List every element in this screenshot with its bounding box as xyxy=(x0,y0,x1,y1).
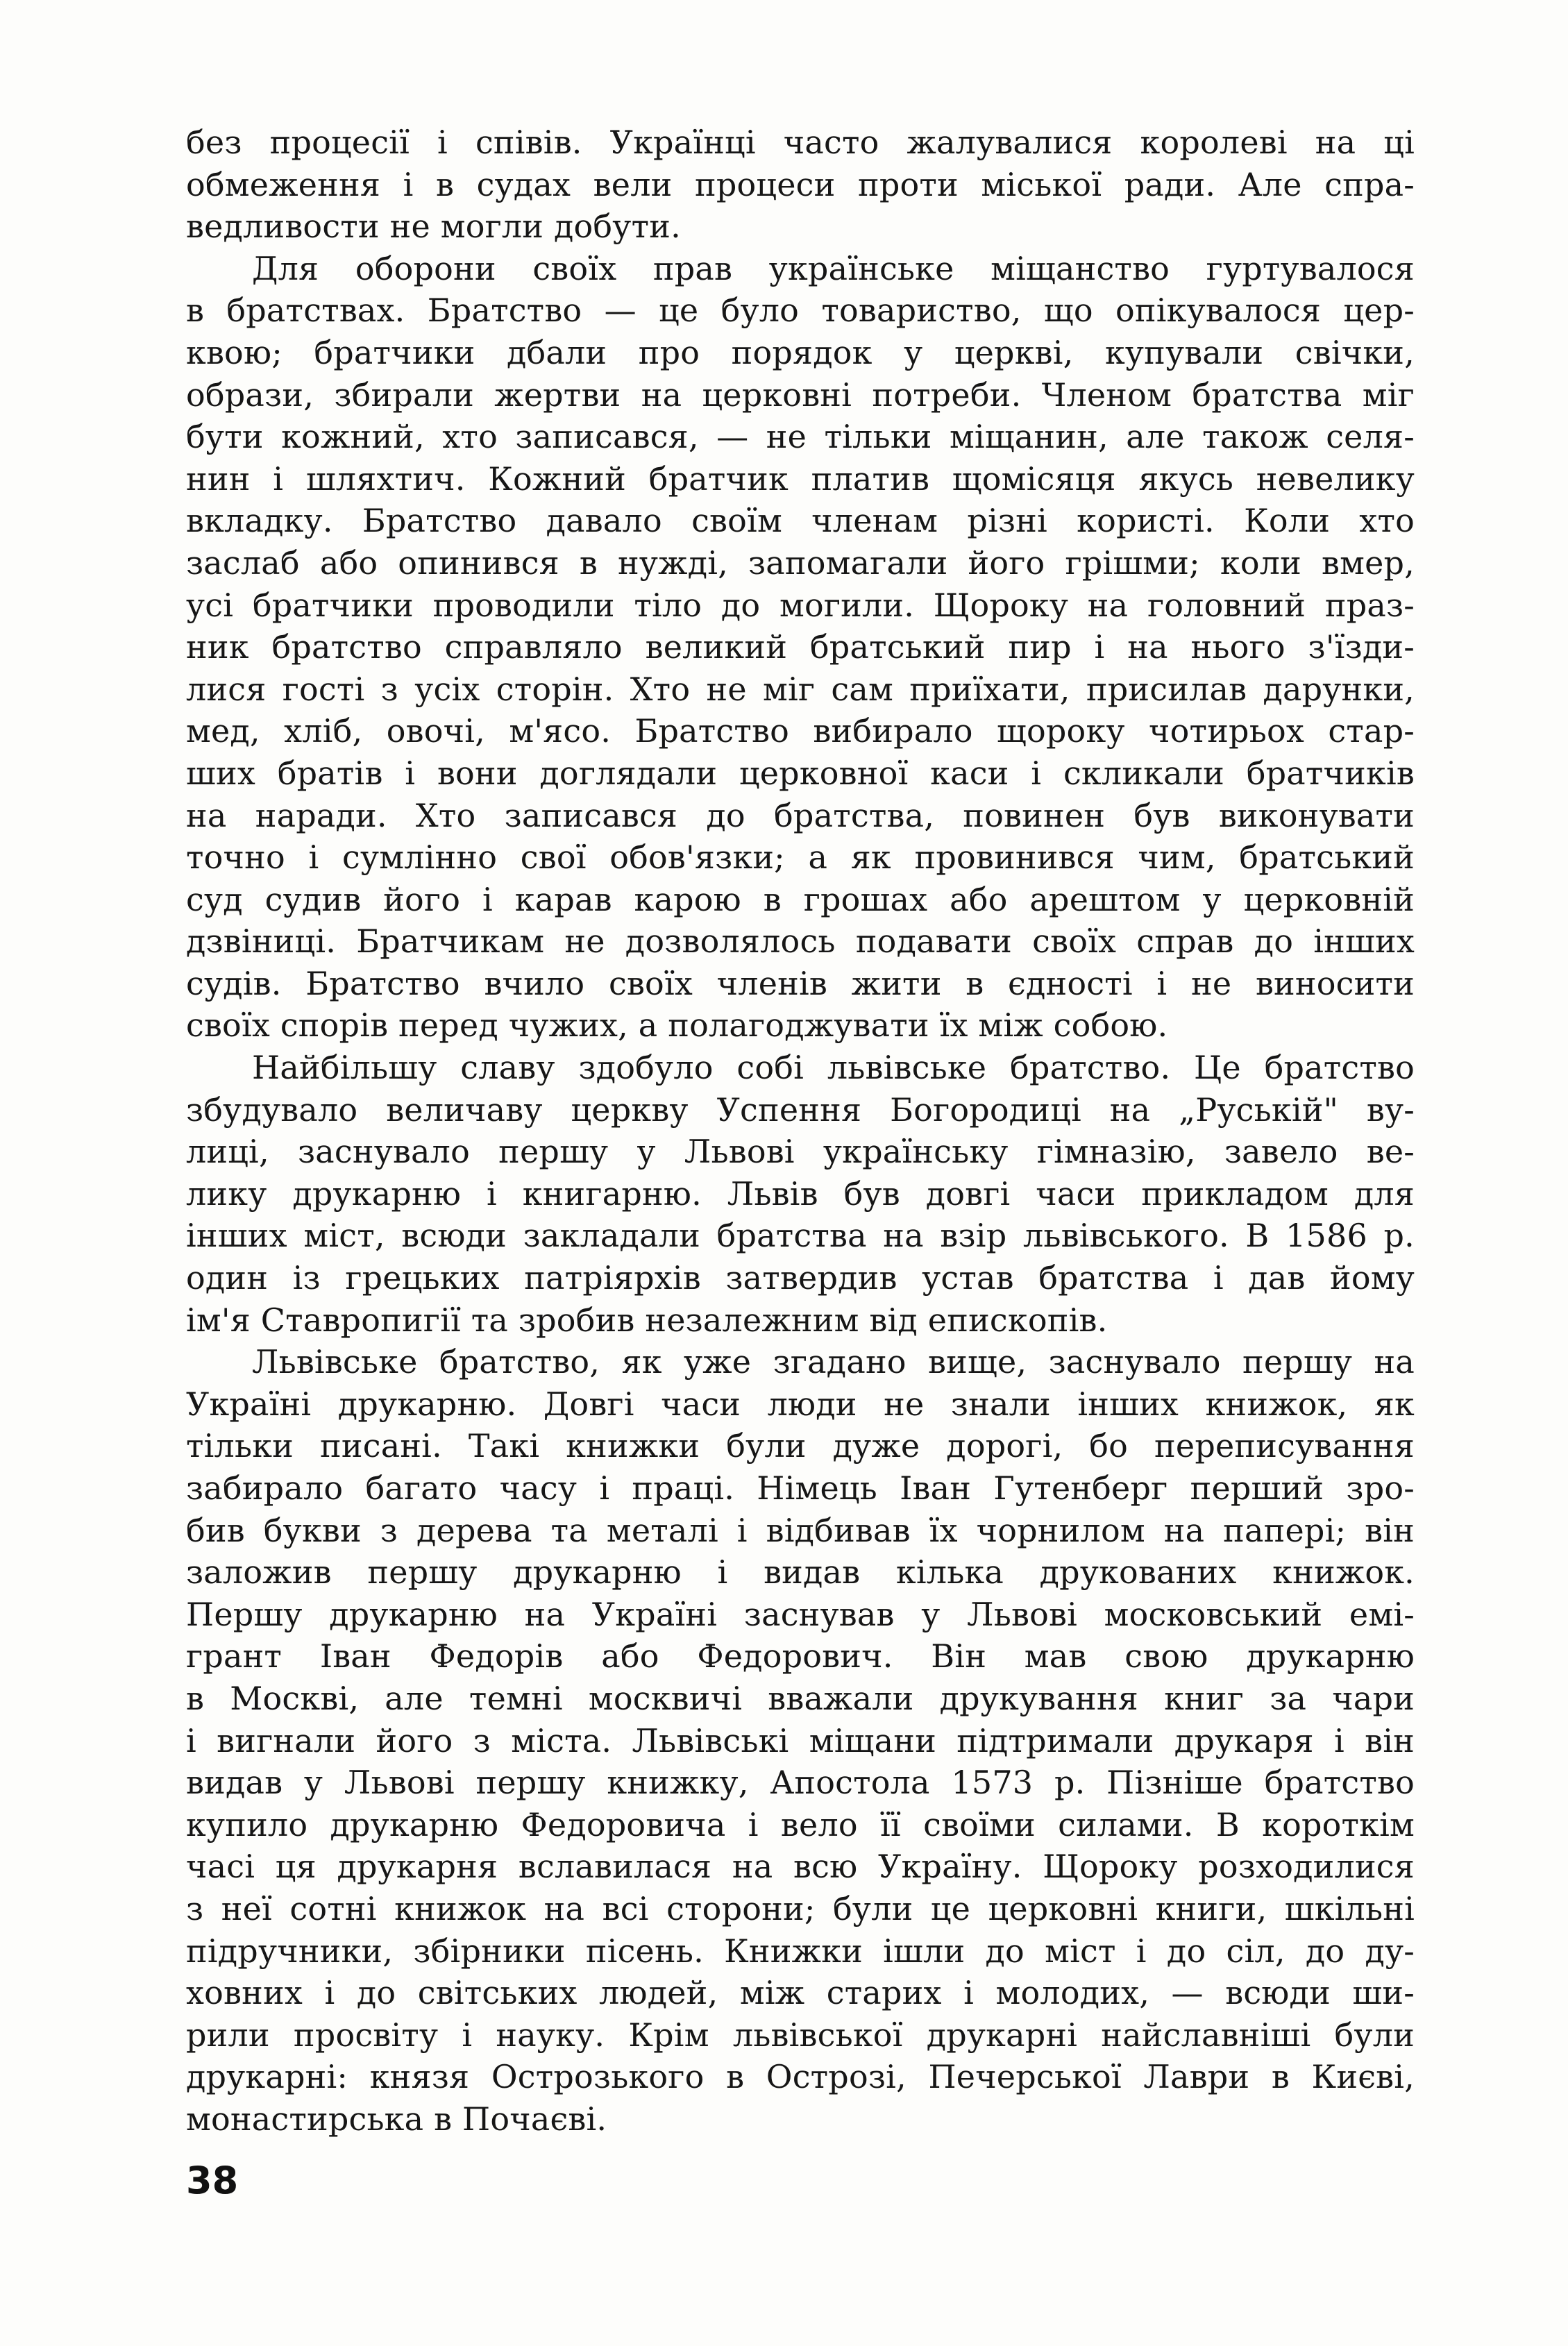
text-line: вкладку. Братство давало своїм членам різні користі. Коли хто xyxy=(186,502,1415,540)
text-line: бути кожний, хто записався, — не тільки міщанин, але також селя- xyxy=(186,418,1415,456)
text-line: ник братство справляло великий братський пир і на нього з'їзди- xyxy=(186,628,1415,666)
text-line: дзвіниці. Братчикам не дозволялось подавати своїх справ до інших xyxy=(186,922,1415,961)
text-line: і вигнали його з міста. Львівські міщани підтримали друкаря і він xyxy=(186,1721,1415,1760)
text-line: суд судив його і карав карою в грошах або арештом у церковній xyxy=(186,880,1415,918)
text-line: часі ця друкарня вславилася на всю Україну. Щороку розходилися xyxy=(186,1848,1415,1886)
paragraph xyxy=(186,1341,1415,2140)
text-line: Першу друкарню на Україні заснував у Львові московський емі- xyxy=(186,1595,1415,1633)
paragraph xyxy=(186,121,1415,248)
text-line: бив букви з дерева та металі і відбивав їх чорнилом на папері; він xyxy=(186,1511,1415,1549)
text-line: рили просвіту і науку. Крім львівської друкарні найславніші були xyxy=(186,2016,1415,2054)
text-line: друкарні: князя Острозького в Острозі, Печерської Лаври в Києві, xyxy=(186,2058,1415,2096)
text-line: на наради. Хто записався до братства, повинен був виконувати xyxy=(186,796,1415,834)
text-line: ховних і до світських людей, між старих і молодих, — всюди ши- xyxy=(186,1974,1415,2012)
text-line: збудувало величаву церкву Успення Богородиці на „Руській" ву- xyxy=(186,1090,1415,1129)
text-line: Найбільшу славу здобуло собі львівське братство. Це братство xyxy=(252,1049,1415,1087)
page-number: 38 xyxy=(186,2159,239,2202)
text-line: тільки писані. Такі книжки були дуже дорогі, бо переписування xyxy=(186,1427,1415,1465)
body-text xyxy=(186,121,1415,2141)
text-line: лику друкарню і книгарню. Львів був довгі часи прикладом для xyxy=(186,1174,1415,1213)
paragraph xyxy=(186,1047,1415,1341)
text-line: судів. Братство вчило своїх членів жити в єдності і не виносити xyxy=(186,964,1415,1002)
text-line: нин і шляхтич. Кожний братчик платив щомісяця якусь невелику xyxy=(186,459,1415,498)
text-line: Україні друкарню. Довгі часи люди не знали інших книжок, як xyxy=(186,1385,1415,1423)
text-line: з неї сотні книжок на всі сторони; були це церковні книги, шкільні xyxy=(186,1889,1415,1927)
text-line: лиці, заснувало першу у Львові українську гімназію, завело ве- xyxy=(186,1133,1415,1171)
text-line: лися гості з усіх сторін. Хто не міг сам приїхати, присилав дарунки, xyxy=(186,670,1415,708)
text-line: один із грецьких патріярхів затвердив устав братства і дав йому xyxy=(186,1259,1415,1297)
text-line: купило друкарню Федоровича і вело її своїми силами. В короткім xyxy=(186,1805,1415,1843)
text-line: в братствах. Братство — це було товариство, що опікувалося цер- xyxy=(186,292,1415,330)
text-line: образи, збирали жертви на церковні потреби. Членом братства міг xyxy=(186,375,1415,414)
text-line: усі братчики проводили тіло до могили. Щороку на головний праз- xyxy=(186,586,1415,624)
text-line: ім'я Ставропигії та зробив незалежним від епископів. xyxy=(186,1301,1108,1339)
text-line: підручники, збірники пісень. Книжки ішли до міст і до сіл, до ду- xyxy=(186,1932,1415,1970)
text-line: обмеження і в судах вели процеси проти міської ради. Але спра- xyxy=(186,165,1415,203)
text-line: Для оборони своїх прав українське міщанство гуртувалося xyxy=(252,249,1415,287)
text-line: мед, хліб, овочі, м'ясо. Братство вибирало щороку чотирьох стар- xyxy=(186,712,1415,750)
text-line: ших братів і вони доглядали церковної каси і скликали братчиків xyxy=(186,754,1415,792)
text-line: своїх спорів перед чужих, а полагоджувати їх між собою. xyxy=(186,1006,1168,1045)
text-line: без процесії і співів. Українці часто жалувалися королеві на ці xyxy=(186,124,1415,161)
text-line: квою; братчики дбали про порядок у церкві, купували свічки, xyxy=(186,333,1415,371)
text-line: Львівське братство, як уже згадано вище, заснувало першу на xyxy=(252,1343,1415,1381)
text-line: видав у Львові першу книжку, Апостола 1573 р. Пізніше братство xyxy=(186,1764,1415,1802)
text-line: монастирська в Почаєві. xyxy=(186,2100,607,2138)
text-line: заложив першу друкарню і видав кілька друкованих книжок. xyxy=(186,1553,1415,1592)
text-line: точно і сумлінно свої обов'язки; а як провинився чим, братський xyxy=(186,838,1415,877)
text-line: грант Іван Федорів або Федорович. Він мав свою друкарню xyxy=(186,1637,1415,1676)
text-line: заслаб або опинився в нужді, запомагали його грішми; коли вмер, xyxy=(186,543,1415,582)
text-line: інших міст, всюди закладали братства на взір львівського. В 1586 р. xyxy=(186,1217,1415,1255)
text-line: забирало багато часу і праці. Німець Іван Гутенберг перший зро- xyxy=(186,1469,1415,1507)
text-line: в Москві, але темні москвичі вважали друкування книг за чари xyxy=(186,1679,1415,1717)
text-line: ведливости не могли добути. xyxy=(186,208,681,246)
paragraph xyxy=(186,248,1415,1047)
